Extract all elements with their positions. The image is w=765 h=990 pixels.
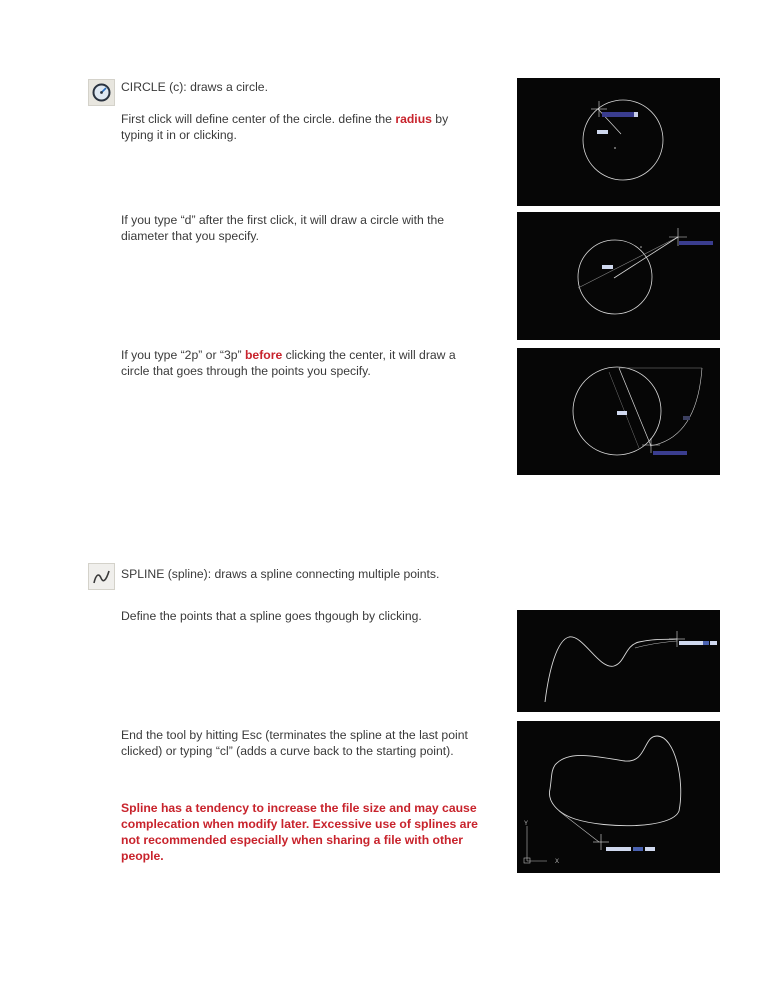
circle-paragraph-diameter: If you type “d” after the first click, it will draw a circle with the diameter that you specify.	[121, 213, 445, 243]
text-fragment: clicking the center, it will draw a circle that goes through the points you specify.	[121, 348, 456, 378]
spline-paragraph-end-tool: End the tool by hitting Esc (terminates the spline at the last point clicked) or typing “cl” (adds a curve back to the starting point).	[121, 728, 468, 758]
before-emphasis: before	[244, 348, 283, 362]
ucs-x-label: X	[555, 859, 560, 865]
spline-tool-icon	[88, 563, 115, 590]
ucs-y-label: Y	[524, 821, 529, 827]
spline-paragraph-define-points: Define the points that a spline goes thgough by clicking.	[121, 609, 422, 623]
circle-paragraph-2p-3p	[121, 347, 481, 379]
circle-tool-icon	[88, 79, 115, 106]
text-fragment: First click will define center of the circle. define the	[121, 112, 396, 126]
spline-title: SPLINE (spline): draws a spline connecting multiple points.	[121, 567, 440, 581]
circle-paragraph-radius	[121, 111, 476, 143]
circle-diameter-screenshot	[517, 212, 720, 340]
circle-2p-3p-screenshot	[517, 348, 720, 475]
text-fragment: If you type “2p” or “3p”	[121, 348, 245, 362]
radius-emphasis: radius	[395, 112, 432, 126]
circle-title: CIRCLE (c): draws a circle.	[121, 80, 268, 94]
text-fragment: by typing it in or clicking.	[121, 112, 449, 142]
circle-radius-screenshot	[517, 78, 720, 206]
spline-open-screenshot	[517, 610, 720, 712]
spline-closed-screenshot	[517, 721, 720, 873]
spline-warning: Spline has a tendency to increase the file size and may cause complecation when modify later. Excessive use of splines are not recommended especially when sharing a file with other people.	[121, 801, 478, 863]
